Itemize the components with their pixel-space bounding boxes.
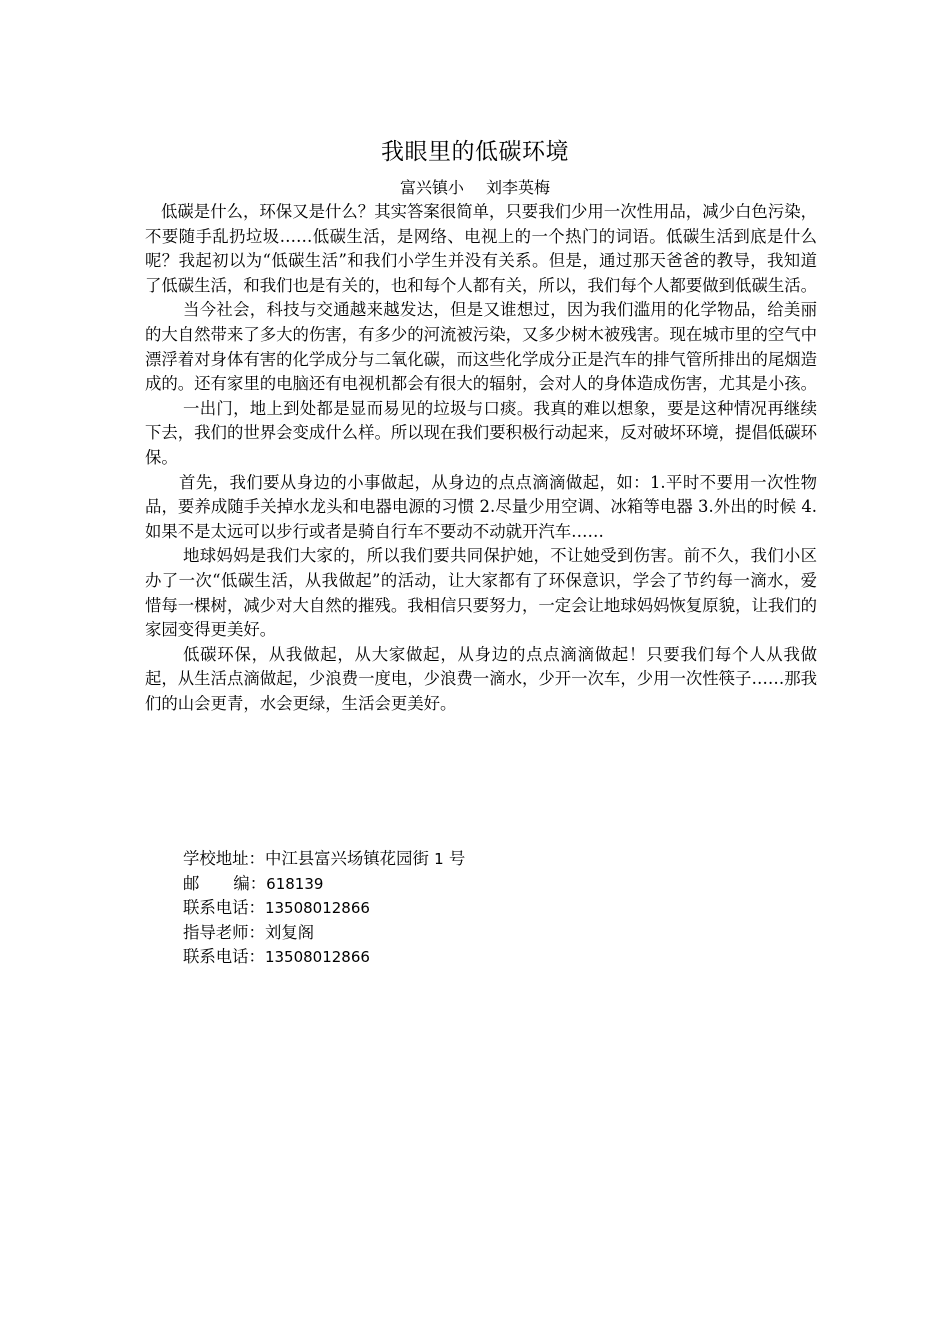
postal-code-value: 618139 xyxy=(266,874,324,893)
teacher-row xyxy=(183,921,465,946)
school-address-row xyxy=(183,847,465,872)
paragraph: 低碳环保，从我做起，从大家做起，从身边的点点滴滴做起！只要我们每个人从我做起，从生活点滴做起，少浪费一度电，少浪费一滴水，少开一次车，少用一次性筷子……那我们的山会更青，水会更绿，生活会更美好。 xyxy=(145,644,818,713)
phone-value: 13508012866 xyxy=(264,899,370,918)
byline xyxy=(0,177,950,199)
postal-label-first: 邮 xyxy=(183,873,200,893)
teacher-name: 刘复阁 xyxy=(264,922,315,942)
essay-title: 我眼里的低碳环境 xyxy=(381,139,569,165)
paragraph: 当今社会，科技与交通越来越发达，但是又谁想过，因为我们滥用的化学物品，给美丽的大自然带来了多大的伤害，有多少的河流被污染，又多少树木被残害。现在城市里的空气中漂浮着对身体有害的化学成分与二氧化碳，而这些化学成分正是汽车的排气管所排出的尾烟造成的。还有家里的电脑还有电视机都会有很大的辐射，会对人的身体造成伤害，尤其是小孩。 xyxy=(145,300,818,394)
phone-row xyxy=(183,896,465,921)
school-name: 富兴镇小 xyxy=(399,178,464,197)
address-number: 1 xyxy=(434,850,444,868)
paragraph: 地球妈妈是我们大家的，所以我们要共同保护她，不让她受到伤害。前不久，我们小区办了一次“低碳生活，从我做起”的活动，让大家都有了环保意识，学会了节约每一滴水，爱惜每一棵树，减少对大自然的摧残。我相信只要努力，一定会让地球妈妈恢复原貌，让我们的家园变得更美好。 xyxy=(145,546,818,640)
postal-code-row xyxy=(183,872,465,897)
teacher-phone-row xyxy=(183,945,465,970)
phone-label: 联系电话： xyxy=(183,898,265,918)
teacher-phone-label: 联系电话： xyxy=(183,947,265,967)
teacher-phone-value: 13508012866 xyxy=(264,948,370,967)
paragraph: 低碳是什么，环保又是什么？其实答案很简单，只要我们少用一次性用品，减少白色污染，不要随手乱扔垃圾……低碳生活，是网络、电视上的一个热门的词语。低碳生活到底是什么呢？我起初以为“低碳生活”和我们小学生并没有关系。但是，通过那天爸爸的教导，我知道了低碳生活，和我们也是有关的，也和每个人都有关，所以，我们每个人都要做到低碳生活。 xyxy=(145,202,818,295)
paragraph: 一出门，地上到处都是显而易见的垃圾与口痰。我真的难以想象，要是这种情况再继续下去，我们的世界会变成什么样。所以现在我们要积极行动起来，反对破坏环境，提倡低碳环保。 xyxy=(145,398,818,467)
essay-body xyxy=(145,200,817,716)
author-name: 刘李英梅 xyxy=(486,178,551,197)
teacher-label: 指导老师： xyxy=(183,922,265,942)
contact-info xyxy=(183,847,465,970)
paragraph: 首先，我们要从身边的小事做起，从身边的点点滴滴做起，如：1.平时不要用一次性物品，要养成随手关掉水龙头和电器电源的习惯 2.尽量少用空调、冰箱等电器 3.外出的时候 4.如果不是太远可以步行或者是骑自行车不要动不动就开汽车…… xyxy=(145,472,817,541)
postal-label-second: 编： xyxy=(233,873,267,893)
address-label: 学校地址： xyxy=(183,849,265,868)
address-value: 中江县富兴场镇花园街 xyxy=(264,849,429,868)
address-suffix: 号 xyxy=(448,849,466,868)
